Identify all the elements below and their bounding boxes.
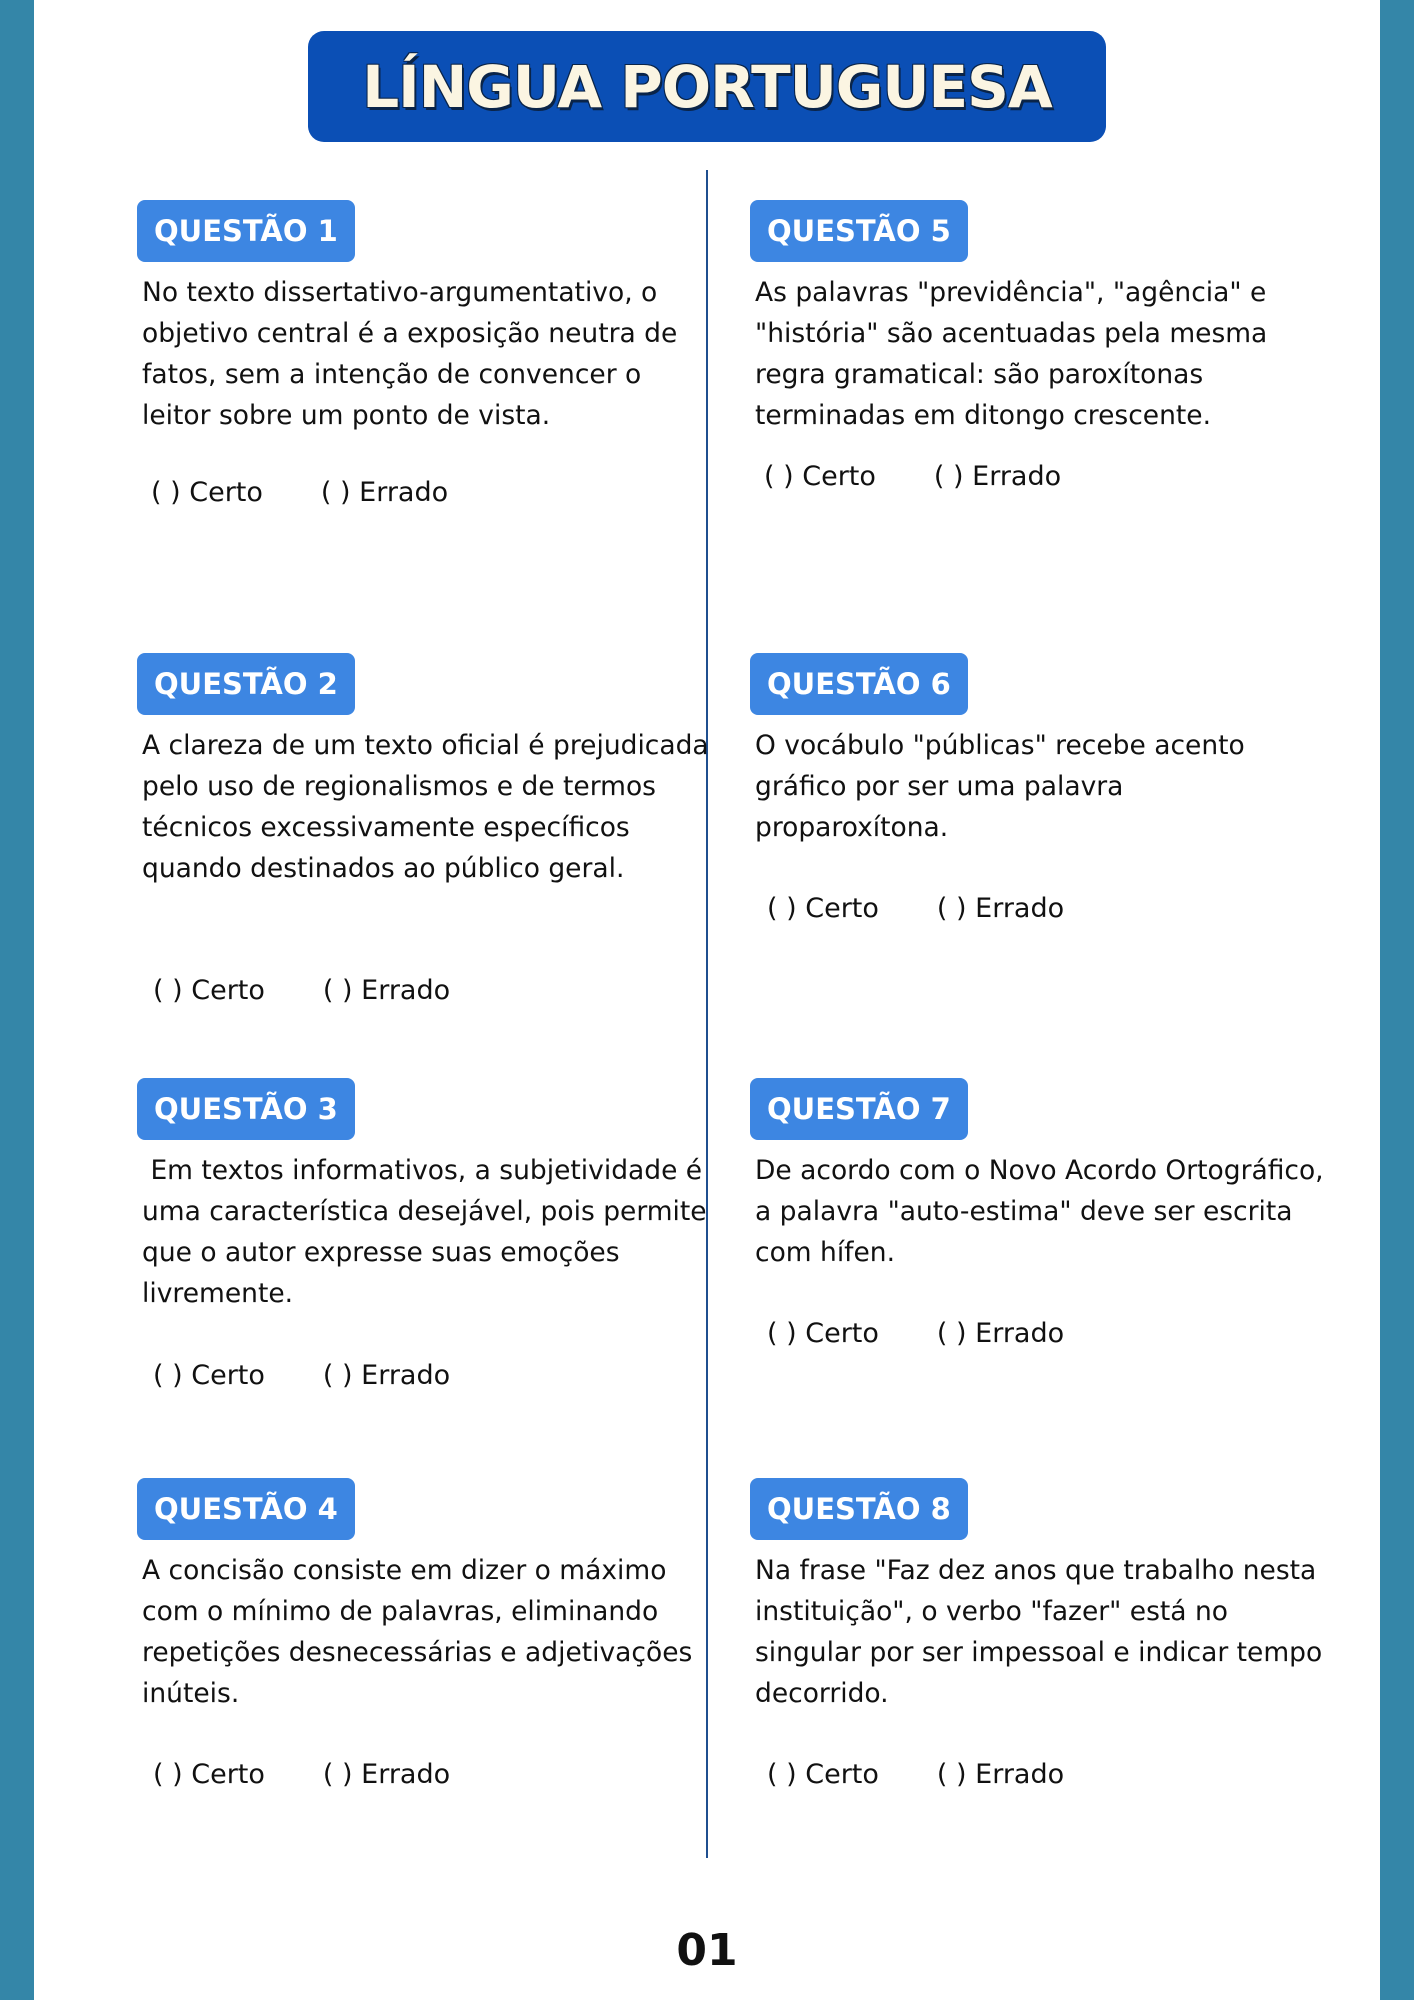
question-2-badge: QUESTÃO 2 <box>137 653 355 715</box>
question-2-errado-option[interactable]: ( ) Errado <box>322 975 451 1006</box>
question-5 <box>750 200 1330 530</box>
question-6-text: O vocábulo "públicas" recebe acento gráfico por ser uma palavra proparoxítona. <box>755 730 1245 843</box>
question-3-badge: QUESTÃO 3 <box>137 1078 355 1140</box>
question-2-certo-option[interactable]: ( ) Certo <box>153 975 265 1006</box>
question-7-errado-option[interactable]: ( ) Errado <box>936 1318 1065 1349</box>
question-8-text: Na frase "Faz dez anos que trabalho nesta instituição", o verbo "fazer" está no singular por ser impessoal e indicar tempo decorrido. <box>755 1555 1323 1709</box>
question-5-certo-option[interactable]: ( ) Certo <box>764 461 876 492</box>
question-6-certo-option[interactable]: ( ) Certo <box>767 893 879 924</box>
question-2-answers <box>153 974 450 1008</box>
page-title: LÍNGUA PORTUGUESA <box>362 52 1052 121</box>
question-5-answers <box>764 460 1061 494</box>
right-border-bar <box>1380 0 1414 2000</box>
question-3 <box>137 1078 717 1408</box>
question-6-answers <box>767 892 1064 926</box>
question-7-certo-option[interactable]: ( ) Certo <box>767 1318 879 1349</box>
question-5-text: As palavras "previdência", "agência" e "história" são acentuadas pela mesma regra gramatical: são paroxítonas terminadas em ditongo crescente. <box>755 277 1268 431</box>
question-4-errado-option[interactable]: ( ) Errado <box>322 1759 451 1790</box>
question-8-badge: QUESTÃO 8 <box>750 1478 968 1540</box>
question-7-answers <box>767 1317 1064 1351</box>
question-7 <box>750 1078 1330 1408</box>
question-4-answers <box>153 1758 450 1792</box>
question-3-errado-option[interactable]: ( ) Errado <box>322 1360 451 1391</box>
question-8 <box>750 1478 1330 1808</box>
question-3-text: Em textos informativos, a subjetividade é uma característica desejável, pois permite que o autor expresse suas emoções livremente. <box>142 1155 716 1309</box>
question-3-certo-option[interactable]: ( ) Certo <box>153 1360 265 1391</box>
question-6 <box>750 653 1330 983</box>
question-5-errado-option[interactable]: ( ) Errado <box>933 461 1062 492</box>
question-1-errado-option[interactable]: ( ) Errado <box>320 477 449 508</box>
page-number: 01 <box>676 1925 738 1976</box>
question-4-certo-option[interactable]: ( ) Certo <box>153 1759 265 1790</box>
question-1 <box>137 200 717 530</box>
question-7-badge: QUESTÃO 7 <box>750 1078 968 1140</box>
left-border-bar <box>0 0 34 2000</box>
question-1-answers <box>151 476 448 510</box>
question-8-errado-option[interactable]: ( ) Errado <box>936 1759 1065 1790</box>
question-2 <box>137 653 717 1023</box>
question-4-badge: QUESTÃO 4 <box>137 1478 355 1540</box>
question-1-badge: QUESTÃO 1 <box>137 200 355 262</box>
question-5-badge: QUESTÃO 5 <box>750 200 968 262</box>
question-1-certo-option[interactable]: ( ) Certo <box>151 477 263 508</box>
question-8-certo-option[interactable]: ( ) Certo <box>767 1759 879 1790</box>
question-6-badge: QUESTÃO 6 <box>750 653 968 715</box>
question-2-text: A clareza de um texto oficial é prejudicada pelo uso de regionalismos e de termos técnicos excessivamente específicos quando destinados ao público geral. <box>142 730 709 884</box>
question-1-text: No texto dissertativo-argumentativo, o objetivo central é a exposição neutra de fatos, sem a intenção de convencer o leitor sobre um ponto de vista. <box>142 277 678 431</box>
question-4-text: A concisão consiste em dizer o máximo com o mínimo de palavras, eliminando repetições desnecessárias e adjetivações inúteis. <box>142 1555 693 1709</box>
question-3-answers <box>153 1359 450 1393</box>
question-7-text: De acordo com o Novo Acordo Ortográfico, a palavra "auto-estima" deve ser escrita com hífen. <box>755 1155 1324 1268</box>
title-banner <box>308 31 1106 142</box>
question-8-answers <box>767 1758 1064 1792</box>
question-6-errado-option[interactable]: ( ) Errado <box>936 893 1065 924</box>
question-4 <box>137 1478 717 1808</box>
